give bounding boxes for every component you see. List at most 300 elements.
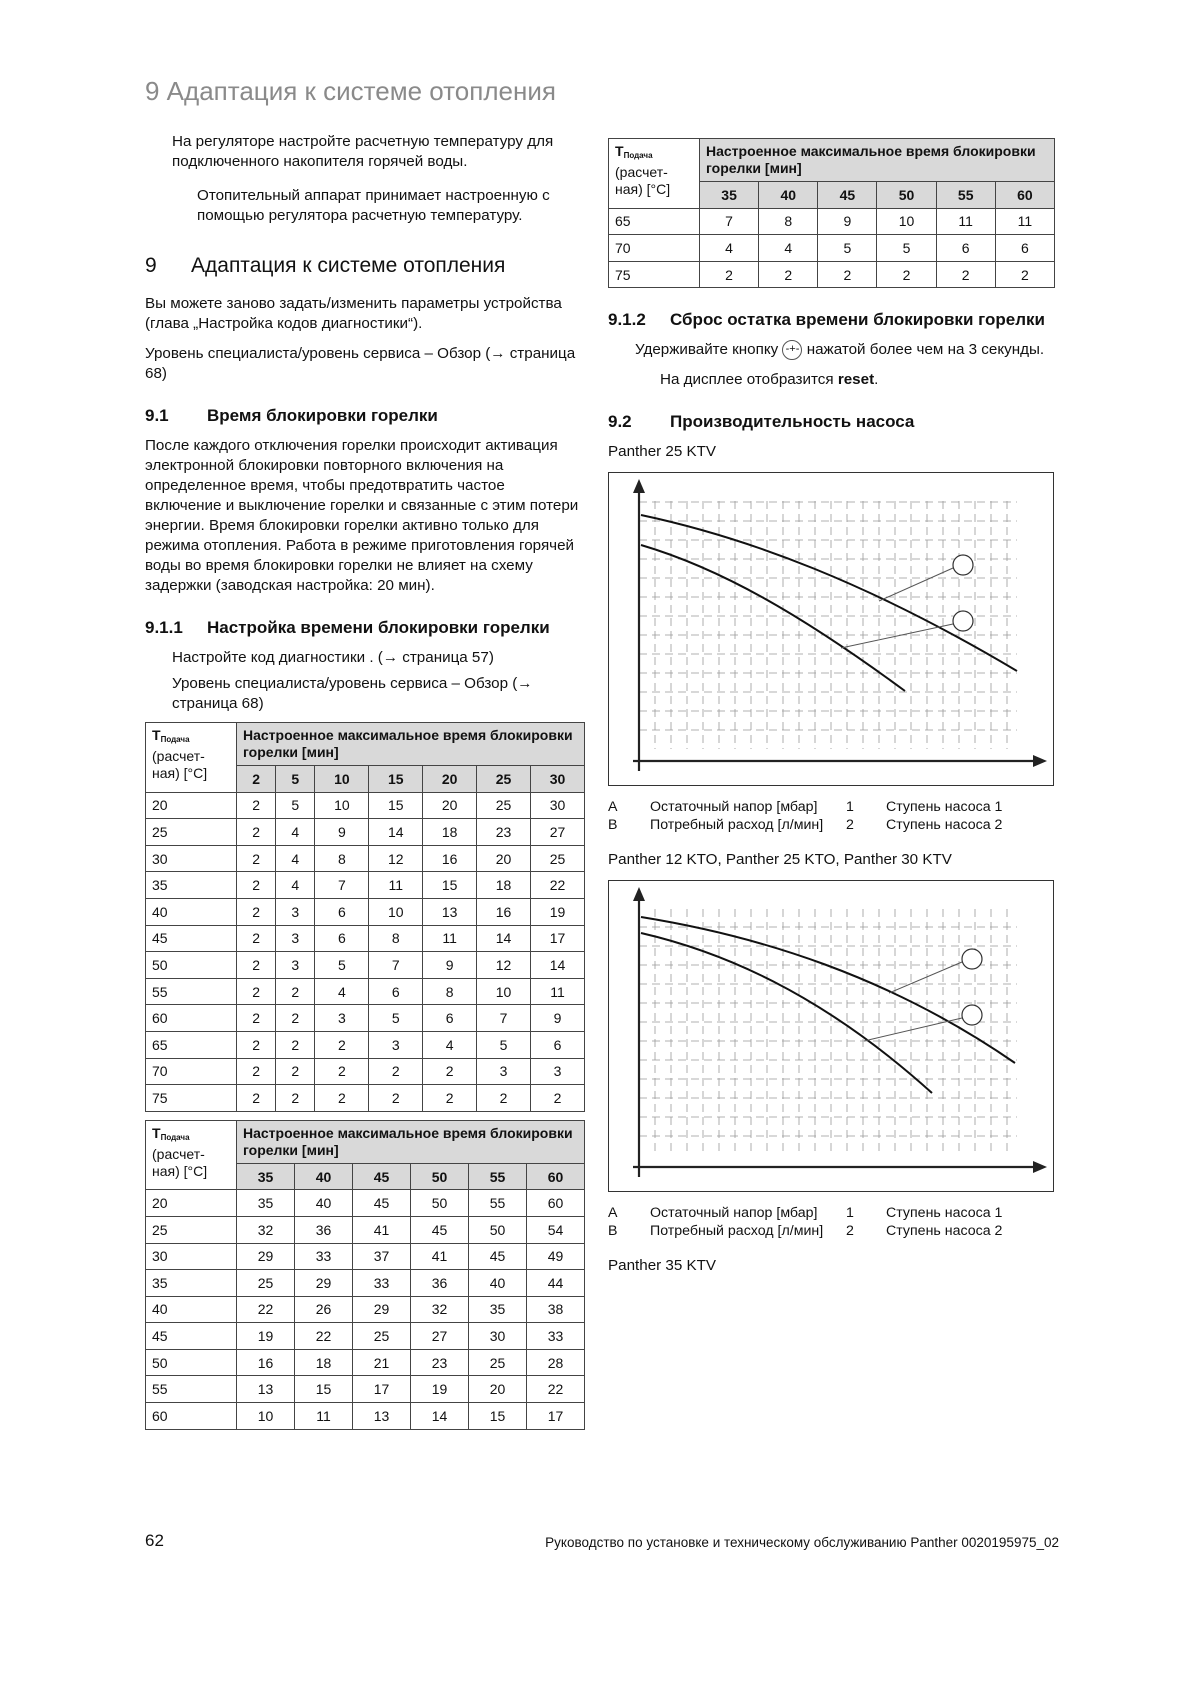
temperature-cell: 55 xyxy=(146,1376,237,1403)
table-cell: 11 xyxy=(423,925,477,952)
table-cell: 4 xyxy=(315,978,369,1005)
table-cell: 2 xyxy=(936,261,995,288)
table-cell: 2 xyxy=(237,872,276,899)
pump-stage-2-curve xyxy=(641,545,905,691)
section-number: 9.1.1 xyxy=(145,618,183,637)
section-title: Настройка времени блокировки горелки xyxy=(207,618,550,637)
table-cell: 2 xyxy=(477,1085,531,1112)
table-cell: 18 xyxy=(423,819,477,846)
table-cell: 33 xyxy=(295,1243,353,1270)
temperature-cell: 20 xyxy=(146,1190,237,1217)
table-cell: 32 xyxy=(411,1296,469,1323)
temperature-cell: 25 xyxy=(146,1216,237,1243)
temperature-header-text: (расчет-ная) [°C] xyxy=(152,1145,208,1179)
table-cell: 4 xyxy=(759,235,818,262)
blocking-time-column-value: 30 xyxy=(531,766,585,793)
table-cell: 10 xyxy=(369,898,423,925)
table-cell: 6 xyxy=(995,235,1054,262)
temperature-cell: 75 xyxy=(146,1085,237,1112)
blocking-time-column-value: 25 xyxy=(477,766,531,793)
table-cell: 44 xyxy=(527,1270,585,1297)
table-row xyxy=(146,1058,585,1085)
callout-circle-2 xyxy=(962,1005,982,1025)
table-cell: 2 xyxy=(237,952,276,979)
blocking-time-column-value: 35 xyxy=(237,1163,295,1190)
table-cell: 23 xyxy=(477,819,531,846)
table-cell: 20 xyxy=(423,792,477,819)
x-axis-arrow xyxy=(1033,1161,1047,1173)
table-cell: 38 xyxy=(527,1296,585,1323)
temperature-symbol: T xyxy=(615,143,624,159)
table-row xyxy=(146,1190,585,1217)
table-cell: 4 xyxy=(700,235,759,262)
table-cell: 29 xyxy=(237,1243,295,1270)
table-row xyxy=(146,819,585,846)
running-head: 9 Адаптация к системе отопления xyxy=(145,76,556,106)
pump-curve-graphic-2 xyxy=(609,881,1053,1191)
y-axis-arrow xyxy=(633,887,645,901)
temperature-cell: 75 xyxy=(609,261,700,288)
service-level-reference: Уровень специалиста/уровень сервиса – Обзор (→ страница 68) xyxy=(172,675,533,712)
table-cell: 15 xyxy=(369,792,423,819)
table-cell: 25 xyxy=(477,792,531,819)
temperature-header-text: (расчет-ная) [°C] xyxy=(615,164,671,197)
table-cell: 13 xyxy=(423,898,477,925)
table-cell: 28 xyxy=(527,1349,585,1376)
table-cell: 12 xyxy=(369,845,423,872)
blocking-time-column-value: 45 xyxy=(353,1163,411,1190)
table-cell: 19 xyxy=(237,1323,295,1350)
table-cell: 2 xyxy=(423,1058,477,1085)
section-9-reference: Уровень специалиста/уровень сервиса – Обзор (→ страница 68) xyxy=(145,345,576,382)
blocking-time-column-value: 20 xyxy=(423,766,477,793)
table-cell: 50 xyxy=(411,1190,469,1217)
temperature-cell: 35 xyxy=(146,1270,237,1297)
table-cell: 16 xyxy=(477,898,531,925)
section-9-text: Вы можете заново задать/изменить параметры устройства (глава „Настройка кодов диагностики“). xyxy=(145,295,562,332)
model-label-3: Panther 35 KTV xyxy=(608,1257,717,1275)
table-row xyxy=(146,845,585,872)
table-row xyxy=(146,1243,585,1270)
temperature-cell: 50 xyxy=(146,952,237,979)
blocking-time-header: Настроенное максимальное время блокировки горелки [мин] xyxy=(700,139,1055,182)
table-cell: 11 xyxy=(531,978,585,1005)
section-9-2-heading xyxy=(608,412,1055,432)
table-cell: 5 xyxy=(369,1005,423,1032)
table-cell: 20 xyxy=(469,1376,527,1403)
table-cell: 49 xyxy=(527,1243,585,1270)
table-header-row xyxy=(609,139,1055,182)
callout-circle-1 xyxy=(962,949,982,969)
table-cell: 8 xyxy=(759,208,818,235)
table-row xyxy=(146,1216,585,1243)
table-cell: 6 xyxy=(936,235,995,262)
document-title: Руководство по установке и техническому обслуживанию Panther 0020195975_02 xyxy=(545,1535,1059,1550)
chart-legend-2 xyxy=(608,1204,1055,1240)
table-cell: 14 xyxy=(477,925,531,952)
legend-key-b: B xyxy=(608,1223,618,1240)
table-cell: 18 xyxy=(295,1349,353,1376)
reset-result xyxy=(608,370,1055,390)
table-cell: 8 xyxy=(423,978,477,1005)
table-row xyxy=(146,1085,585,1112)
temperature-cell: 70 xyxy=(146,1058,237,1085)
table-row xyxy=(146,898,585,925)
legend-key-a: A xyxy=(608,799,618,816)
blocking-time-column-value: 60 xyxy=(995,182,1054,209)
table-cell: 41 xyxy=(353,1216,411,1243)
table-cell: 2 xyxy=(315,1031,369,1058)
table-cell: 3 xyxy=(276,952,315,979)
table-cell: 7 xyxy=(477,1005,531,1032)
table-cell: 8 xyxy=(369,925,423,952)
blocking-time-column-value: 40 xyxy=(759,182,818,209)
blocking-time-header: Настроенное максимальное время блокировки горелки [мин] xyxy=(237,723,585,766)
table-cell: 12 xyxy=(477,952,531,979)
temperature-cell: 70 xyxy=(609,235,700,262)
temperature-header-text: (расчет-ная) [°C] xyxy=(152,748,208,781)
callout-line-1 xyxy=(879,568,953,601)
table-cell: 7 xyxy=(315,872,369,899)
table-cell: 2 xyxy=(237,898,276,925)
table-row xyxy=(609,208,1055,235)
table-row xyxy=(609,235,1055,262)
legend-text-a: Остаточный напор [мбар] xyxy=(650,799,818,816)
diagnostic-code-instruction: Настройте код диагностики . (→ страница 57) xyxy=(172,649,494,666)
temperature-cell: 40 xyxy=(146,898,237,925)
table-cell: 2 xyxy=(237,1031,276,1058)
table-cell: 36 xyxy=(295,1216,353,1243)
table-cell: 10 xyxy=(315,792,369,819)
table-cell: 13 xyxy=(353,1403,411,1430)
model-label-1: Panther 25 KTV xyxy=(608,443,717,461)
pump-stage-2-curve xyxy=(641,933,932,1093)
table-cell: 6 xyxy=(369,978,423,1005)
table-cell: 10 xyxy=(877,208,936,235)
legend-text-b: Потребный расход [л/мин] xyxy=(650,817,824,834)
temperature-symbol: T xyxy=(152,727,161,743)
legend-key-2: 2 xyxy=(846,1223,854,1240)
temperature-subscript: Подача xyxy=(160,1132,190,1142)
table-cell: 35 xyxy=(469,1296,527,1323)
temperature-cell: 30 xyxy=(146,1243,237,1270)
blocking-time-column-value: 60 xyxy=(527,1163,585,1190)
reset-instruction-start: Удерживайте кнопку xyxy=(635,341,779,359)
pump-curve-graphic-1 xyxy=(609,473,1053,785)
table-row xyxy=(609,261,1055,288)
table-cell: 5 xyxy=(877,235,936,262)
table-cell: 5 xyxy=(818,235,877,262)
temperature-subscript: Подача xyxy=(160,735,190,744)
table-cell: 18 xyxy=(477,872,531,899)
blocking-time-table-2 xyxy=(145,1120,585,1430)
table-cell: 29 xyxy=(295,1270,353,1297)
left-column xyxy=(145,132,585,1430)
table-cell: 40 xyxy=(469,1270,527,1297)
legend-text-a: Остаточный напор [мбар] xyxy=(650,1205,818,1222)
table-cell: 37 xyxy=(353,1243,411,1270)
table-row xyxy=(146,1403,585,1430)
temperature-header xyxy=(146,723,237,793)
table-cell: 9 xyxy=(423,952,477,979)
table-row xyxy=(146,952,585,979)
table-cell: 2 xyxy=(237,819,276,846)
table-cell: 3 xyxy=(369,1031,423,1058)
legend-text-2: Ступень насоса 2 xyxy=(886,1223,1003,1240)
blocking-time-column-value: 15 xyxy=(369,766,423,793)
legend-text-2: Ступень насоса 2 xyxy=(886,817,1003,834)
table-cell: 25 xyxy=(531,845,585,872)
table-cell: 15 xyxy=(295,1376,353,1403)
table-cell: 2 xyxy=(315,1058,369,1085)
table-cell: 10 xyxy=(477,978,531,1005)
table-cell: 7 xyxy=(369,952,423,979)
temperature-cell: 45 xyxy=(146,925,237,952)
table-cell: 2 xyxy=(369,1085,423,1112)
blocking-time-header: Настроенное максимальное время блокировки горелки [мин] xyxy=(237,1120,585,1163)
table-cell: 11 xyxy=(369,872,423,899)
temperature-cell: 20 xyxy=(146,792,237,819)
table-cell: 7 xyxy=(700,208,759,235)
table-header-row xyxy=(146,1120,585,1163)
table-cell: 2 xyxy=(423,1085,477,1112)
table-cell: 2 xyxy=(818,261,877,288)
table-cell: 21 xyxy=(353,1349,411,1376)
reset-instruction xyxy=(608,340,1055,360)
reset-instruction-end: нажатой более чем на 3 секунды. xyxy=(806,341,1045,359)
table-cell: 2 xyxy=(315,1085,369,1112)
table-row xyxy=(146,1349,585,1376)
pump-curve-chart-2 xyxy=(608,880,1054,1192)
table-row xyxy=(146,872,585,899)
section-title: Сброс остатка времени блокировки горелки xyxy=(670,310,1045,330)
section-9-1-text: После каждого отключения горелки происходит активация электронной блокировки повторного включения на определенное время, чтобы предотвратить частое включение и выключение горелки и связанные с этим потери энергии. Время блокировки горелки активно только для режима отопления. Работа в режиме приготовления горячей воды во время блокировки горелки не влияет на схему задержки (заводская настройка: 20 мин). xyxy=(145,437,579,594)
blocking-time-column-value: 50 xyxy=(411,1163,469,1190)
table-cell: 6 xyxy=(531,1031,585,1058)
model-label-2: Panther 12 KTO, Panther 25 KTO, Panther 30 KTV xyxy=(608,851,952,869)
legend-text-1: Ступень насоса 1 xyxy=(886,799,1003,816)
table-cell: 2 xyxy=(995,261,1054,288)
table-cell: 25 xyxy=(353,1323,411,1350)
temperature-cell: 30 xyxy=(146,845,237,872)
table-cell: 2 xyxy=(237,1058,276,1085)
table-cell: 4 xyxy=(276,845,315,872)
section-title: Адаптация к системе отопления xyxy=(191,254,506,277)
table-cell: 8 xyxy=(315,845,369,872)
table-cell: 5 xyxy=(477,1031,531,1058)
blocking-time-column-value: 35 xyxy=(700,182,759,209)
table-cell: 2 xyxy=(276,1031,315,1058)
section-title: Производительность насоса xyxy=(670,412,915,432)
legend-key-2: 2 xyxy=(846,817,854,834)
table-cell: 26 xyxy=(295,1296,353,1323)
blocking-time-column-value: 55 xyxy=(469,1163,527,1190)
temperature-cell: 35 xyxy=(146,872,237,899)
table-cell: 22 xyxy=(237,1296,295,1323)
blocking-time-column-value: 2 xyxy=(237,766,276,793)
table-cell: 2 xyxy=(276,1058,315,1085)
pump-stage-1-curve xyxy=(641,515,1017,671)
pump-curve-chart-1 xyxy=(608,472,1054,786)
table-cell: 2 xyxy=(877,261,936,288)
temperature-cell: 55 xyxy=(146,978,237,1005)
table-cell: 6 xyxy=(315,925,369,952)
temperature-symbol: T xyxy=(152,1124,161,1141)
table-cell: 33 xyxy=(527,1323,585,1350)
blocking-time-column-value: 55 xyxy=(936,182,995,209)
table-cell: 27 xyxy=(531,819,585,846)
table-cell: 13 xyxy=(237,1376,295,1403)
table-cell: 22 xyxy=(295,1323,353,1350)
table-cell: 2 xyxy=(531,1085,585,1112)
section-number: 9 xyxy=(145,254,157,277)
section-number: 9.1 xyxy=(145,406,169,425)
table-cell: 4 xyxy=(276,819,315,846)
table-cell: 9 xyxy=(531,1005,585,1032)
table-cell: 9 xyxy=(315,819,369,846)
section-number: 9.1.2 xyxy=(608,310,646,330)
intro-instruction: На регуляторе настройте расчетную температуру для подключенного накопителя горячей воды. xyxy=(172,133,554,170)
table-cell: 2 xyxy=(700,261,759,288)
table-cell: 9 xyxy=(818,208,877,235)
section-9-1-heading xyxy=(145,406,585,426)
table-cell: 15 xyxy=(469,1403,527,1430)
table-cell: 60 xyxy=(527,1190,585,1217)
table-cell: 11 xyxy=(936,208,995,235)
table-cell: 5 xyxy=(276,792,315,819)
table-cell: 22 xyxy=(527,1376,585,1403)
table-cell: 19 xyxy=(531,898,585,925)
section-9-1-2-heading xyxy=(608,310,1055,330)
table-row xyxy=(146,1005,585,1032)
table-cell: 17 xyxy=(353,1376,411,1403)
blocking-time-table-3 xyxy=(608,138,1055,288)
table-cell: 17 xyxy=(531,925,585,952)
chart-legend-1 xyxy=(608,798,1055,834)
table-cell: 11 xyxy=(995,208,1054,235)
table-cell: 54 xyxy=(527,1216,585,1243)
blocking-time-column-value: 40 xyxy=(295,1163,353,1190)
table-cell: 6 xyxy=(423,1005,477,1032)
blocking-time-column-value: 45 xyxy=(818,182,877,209)
table-cell: 45 xyxy=(411,1216,469,1243)
table-cell: 6 xyxy=(315,898,369,925)
temperature-cell: 25 xyxy=(146,819,237,846)
table-cell: 16 xyxy=(423,845,477,872)
section-number: 9.2 xyxy=(608,412,632,432)
legend-key-1: 1 xyxy=(846,799,854,816)
temperature-cell: 50 xyxy=(146,1349,237,1376)
callout-circle-2 xyxy=(953,611,973,631)
table-cell: 45 xyxy=(353,1190,411,1217)
legend-text-b: Потребный расход [л/мин] xyxy=(650,1223,824,1240)
table-cell: 3 xyxy=(315,1005,369,1032)
table-cell: 2 xyxy=(276,1085,315,1112)
table-cell: 36 xyxy=(411,1270,469,1297)
reset-result-end: . xyxy=(874,371,879,389)
table-row xyxy=(146,1031,585,1058)
table-row xyxy=(146,1296,585,1323)
blocking-time-column-value: 5 xyxy=(276,766,315,793)
callout-line-2 xyxy=(841,624,953,648)
table-cell: 5 xyxy=(315,952,369,979)
table-cell: 2 xyxy=(276,978,315,1005)
table-cell: 35 xyxy=(237,1190,295,1217)
table-cell: 3 xyxy=(276,925,315,952)
table-cell: 45 xyxy=(469,1243,527,1270)
table-cell: 2 xyxy=(237,1085,276,1112)
temperature-header xyxy=(146,1120,237,1190)
temperature-subscript: Подача xyxy=(623,151,653,160)
temperature-cell: 65 xyxy=(609,208,700,235)
temperature-cell: 60 xyxy=(146,1403,237,1430)
table-cell: 4 xyxy=(423,1031,477,1058)
table-cell: 3 xyxy=(477,1058,531,1085)
table-cell: 29 xyxy=(353,1296,411,1323)
intro-result: Отопительный аппарат принимает настроенную с помощью регулятора расчетную температуру. xyxy=(197,187,550,224)
reset-button-icon: -+- xyxy=(782,340,802,360)
table-cell: 14 xyxy=(531,952,585,979)
table-cell: 55 xyxy=(469,1190,527,1217)
table-row xyxy=(146,792,585,819)
temperature-header xyxy=(609,139,700,209)
callout-circle-1 xyxy=(953,555,973,575)
legend-key-a: A xyxy=(608,1205,618,1222)
table-cell: 2 xyxy=(276,1005,315,1032)
table-cell: 4 xyxy=(276,872,315,899)
legend-key-1: 1 xyxy=(846,1205,854,1222)
table-cell: 2 xyxy=(759,261,818,288)
table-cell: 16 xyxy=(237,1349,295,1376)
table-header-row xyxy=(146,723,585,766)
table-cell: 27 xyxy=(411,1323,469,1350)
table-cell: 23 xyxy=(411,1349,469,1376)
temperature-cell: 65 xyxy=(146,1031,237,1058)
table-cell: 2 xyxy=(369,1058,423,1085)
section-title: Время блокировки горелки xyxy=(207,406,438,425)
blocking-time-column-value: 10 xyxy=(315,766,369,793)
table-cell: 33 xyxy=(353,1270,411,1297)
table-cell: 22 xyxy=(531,872,585,899)
table-cell: 17 xyxy=(527,1403,585,1430)
table-cell: 2 xyxy=(237,1005,276,1032)
table-cell: 19 xyxy=(411,1376,469,1403)
blocking-time-table-1 xyxy=(145,722,585,1112)
table-cell: 2 xyxy=(237,845,276,872)
legend-key-b: B xyxy=(608,817,618,834)
callout-line-1 xyxy=(889,962,962,993)
table-cell: 20 xyxy=(477,845,531,872)
table-cell: 2 xyxy=(237,925,276,952)
table-row xyxy=(146,1270,585,1297)
table-row xyxy=(146,978,585,1005)
page-number: 62 xyxy=(145,1531,164,1550)
reset-result-start: На дисплее отобразится xyxy=(660,371,834,389)
temperature-cell: 40 xyxy=(146,1296,237,1323)
table-cell: 40 xyxy=(295,1190,353,1217)
table-cell: 50 xyxy=(469,1216,527,1243)
table-cell: 14 xyxy=(411,1403,469,1430)
right-column xyxy=(608,138,1055,1276)
temperature-cell: 60 xyxy=(146,1005,237,1032)
y-axis-arrow xyxy=(633,479,645,493)
table-cell: 25 xyxy=(237,1270,295,1297)
table-cell: 25 xyxy=(469,1349,527,1376)
table-row xyxy=(146,1376,585,1403)
table-cell: 41 xyxy=(411,1243,469,1270)
blocking-time-column-value: 50 xyxy=(877,182,936,209)
table-cell: 3 xyxy=(531,1058,585,1085)
